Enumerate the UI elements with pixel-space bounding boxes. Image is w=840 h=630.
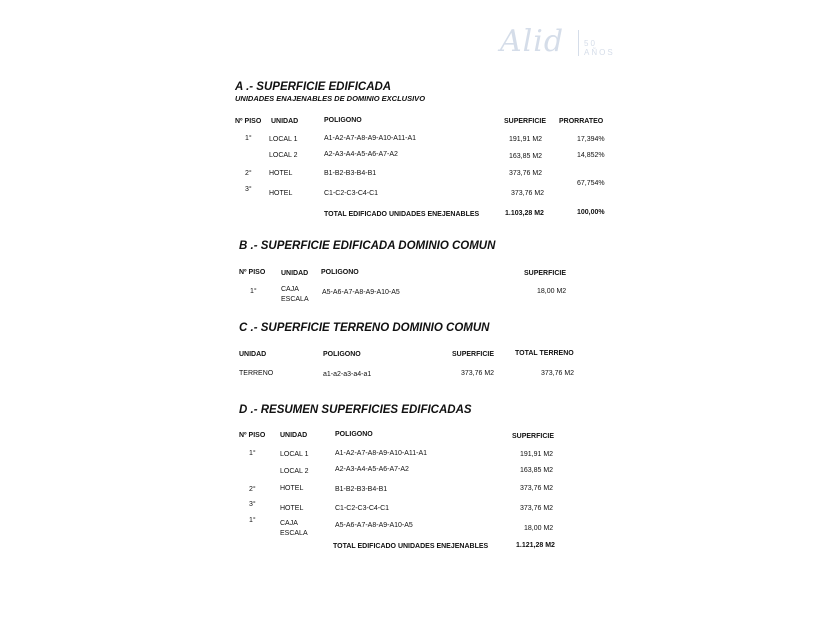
table-cell: TERRENO — [239, 370, 274, 377]
table-cell: 373,76 M2 — [520, 485, 554, 492]
table-cell: 191,91 M2 — [520, 451, 554, 458]
table-cell: 373,76 M2 — [461, 370, 495, 377]
table-cell: ESCALA — [281, 296, 309, 303]
table-cell: 1° — [249, 450, 256, 457]
table-cell: A2-A3-A4-A5-A6-A7-A2 — [335, 466, 409, 473]
table-cell: A2-A3-A4-A5-A6-A7-A2 — [324, 151, 398, 158]
table-cell: HOTEL — [280, 485, 304, 492]
table-cell: B1-B2-B3-B4-B1 — [335, 486, 388, 493]
header-unidad: UNIDAD — [281, 270, 309, 277]
section-a-title: A .- SUPERFICIE EDIFICADA — [235, 81, 392, 93]
header-poligono: POLIGONO — [321, 269, 359, 276]
table-cell: CAJA — [280, 520, 298, 527]
table-cell: 1° — [250, 288, 257, 295]
table-cell: 3° — [249, 501, 256, 508]
table-cell: B1-B2-B3-B4-B1 — [324, 170, 377, 177]
header-piso: Nº PISO — [239, 432, 266, 439]
table-cell: 3° — [245, 186, 252, 193]
table-cell: C1-C2-C3-C4-C1 — [324, 190, 379, 197]
header-unidad: UNIDAD — [271, 118, 299, 125]
watermark-text: 50 AÑOS — [584, 39, 615, 57]
table-cell: A1-A2-A7-A8-A9-A10-A11-A1 — [324, 135, 417, 142]
section-d-title: D .- RESUMEN SUPERFICIES EDIFICADAS — [239, 404, 472, 416]
header-total-terreno: TOTAL TERRENO — [515, 350, 574, 357]
table-cell: 373,76 M2 — [520, 505, 554, 512]
total-prorrateo: 100,00% — [577, 209, 605, 216]
table-cell: ESCALA — [280, 530, 308, 537]
table-cell: a1-a2-a3-a4-a1 — [323, 371, 372, 378]
table-cell: 67,754% — [577, 180, 605, 187]
table-cell: LOCAL 2 — [269, 152, 298, 159]
header-prorrateo: PRORRATEO — [559, 118, 604, 125]
watermark-logo: Alid — [500, 24, 565, 59]
table-cell: 191,91 M2 — [509, 136, 543, 143]
header-unidad: UNIDAD — [280, 432, 308, 439]
watermark-divider — [578, 30, 579, 56]
total-superficie: 1.121,28 M2 — [516, 542, 555, 549]
table-cell: 373,76 M2 — [511, 190, 545, 197]
table-cell: HOTEL — [269, 170, 293, 177]
table-cell: 1° — [249, 517, 256, 524]
table-cell: A5-A6-A7-A8-A9-A10-A5 — [322, 289, 400, 296]
header-superficie: SUPERFICIE — [504, 118, 547, 125]
total-label: TOTAL EDIFICADO UNIDADES ENEJENABLES — [324, 211, 480, 218]
table-cell: 18,00 M2 — [537, 288, 567, 295]
table-cell: C1-C2-C3-C4-C1 — [335, 505, 390, 512]
table-cell: 163,85 M2 — [509, 153, 543, 160]
section-a-subtitle: UNIDADES ENAJENABLES DE DOMINIO EXCLUSIVO — [235, 94, 426, 103]
header-superficie: SUPERFICIE — [512, 433, 555, 440]
header-poligono: POLIGONO — [324, 117, 362, 124]
table-cell: CAJA — [281, 286, 299, 293]
header-piso: Nº PISO — [239, 269, 266, 276]
table-cell: HOTEL — [280, 505, 304, 512]
table-cell: 17,394% — [577, 136, 605, 143]
header-piso: Nº PISO — [235, 118, 262, 125]
table-cell: 163,85 M2 — [520, 467, 554, 474]
table-cell: 18,00 M2 — [524, 525, 554, 532]
table-cell: LOCAL 1 — [269, 136, 298, 143]
table-cell: LOCAL 1 — [280, 451, 309, 458]
table-cell: A1-A2-A7-A8-A9-A10-A11-A1 — [335, 450, 428, 457]
total-superficie: 1.103,28 M2 — [505, 210, 544, 217]
table-cell: 2° — [249, 486, 256, 493]
table-cell: HOTEL — [269, 190, 293, 197]
header-poligono: POLIGONO — [335, 431, 373, 438]
total-label: TOTAL EDIFICADO UNIDADES ENEJENABLES — [333, 543, 489, 550]
table-cell: LOCAL 2 — [280, 468, 309, 475]
table-cell: A5-A6-A7-A8-A9-A10-A5 — [335, 522, 413, 529]
header-superficie: SUPERFICIE — [524, 270, 567, 277]
section-c-title: C .- SUPERFICIE TERRENO DOMINIO COMUN — [239, 322, 490, 334]
table-cell: 14,852% — [577, 152, 605, 159]
header-unidad: UNIDAD — [239, 351, 267, 358]
header-poligono: POLIGONO — [323, 351, 361, 358]
table-cell: 373,76 M2 — [541, 370, 575, 377]
table-cell: 373,76 M2 — [509, 170, 543, 177]
header-superficie: SUPERFICIE — [452, 351, 495, 358]
table-cell: 1° — [245, 135, 252, 142]
table-cell: 2° — [245, 170, 252, 177]
section-b-title: B .- SUPERFICIE EDIFICADA DOMINIO COMUN — [239, 240, 496, 252]
